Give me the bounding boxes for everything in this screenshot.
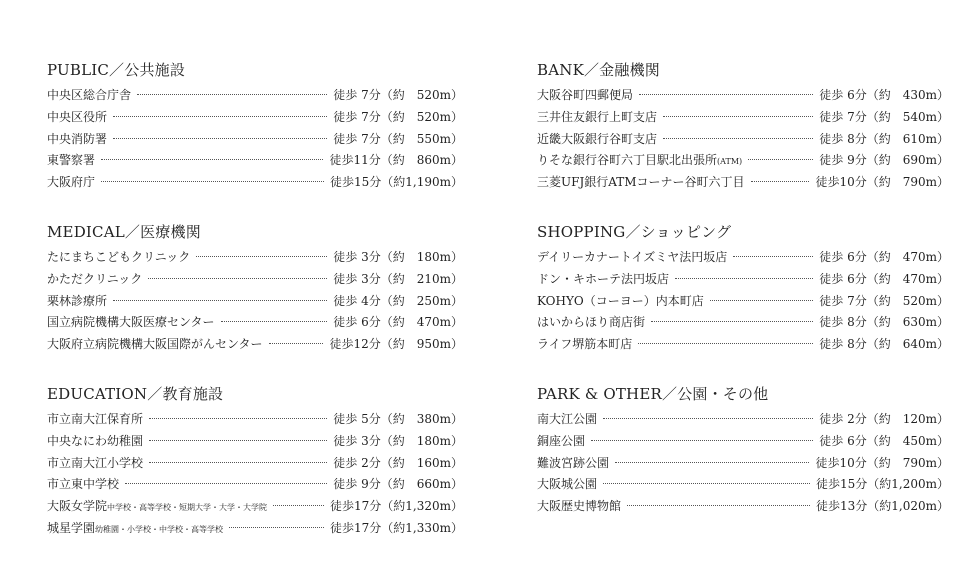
facility-name [47,454,143,471]
facility-name-text: 三菱UFJ銀行ATMコーナー谷町六丁目 [537,175,745,190]
facility-row [47,475,463,497]
facility-name-text: 中央区役所 [47,109,108,124]
facility-name-text: ドン・キホーテ法円坂店 [537,271,670,286]
facility-row [537,335,949,357]
walking-distance: 徒歩 9分（約 660m） [333,477,463,492]
facility-name [537,130,657,147]
walking-distance: 徒歩 6分（約 470m） [333,315,463,330]
dotted-leader [615,462,809,463]
walking-distance: 徒歩15分（約1,200m） [815,477,949,492]
dotted-leader [627,505,810,506]
dotted-leader [269,343,324,344]
walking-distance: 徒歩 4分（約 250m） [333,293,463,308]
facility-name-text: ライフ堺筋本町店 [537,337,633,352]
facility-name-text: たにまちこどもクリニック [47,250,191,264]
facility-row [537,86,949,108]
dotted-leader [591,440,813,441]
facility-row [47,292,463,314]
walking-distance: 徒歩 2分（約 160m） [333,455,463,470]
facility-name [537,335,632,352]
facility-row [537,151,949,173]
facility-name-text: 大阪府立病院機構大阪国際がんセンター [47,337,263,352]
walking-distance: 徒歩 6分（約 470m） [819,250,949,264]
section-heading: PARK & OTHER／公園・その他 [537,385,769,403]
facility-row [47,454,463,476]
dotted-leader [748,159,813,160]
facility-section [47,60,463,222]
dotted-leader [149,440,327,441]
facility-name [537,151,742,168]
walking-distance: 徒歩 6分（約 470m） [819,271,949,286]
facility-row [47,173,463,195]
section-heading: BANK／金融機関 [537,61,660,79]
walking-distance: 徒歩17分（約1,320m） [329,499,463,514]
facility-row [47,108,463,130]
dotted-leader [651,321,813,322]
facility-name-text: 中央区総合庁舎 [47,88,132,102]
facility-name-text: 城星学園 [47,520,96,535]
facility-row [47,432,463,454]
facility-row [537,248,949,270]
section-heading: PUBLIC／公共施設 [47,61,186,79]
facility-row [537,292,949,314]
facility-row [47,497,463,519]
facility-row [47,313,463,335]
facility-name [47,108,107,125]
facility-row [47,130,463,152]
dotted-leader [196,256,327,257]
facility-name [47,270,142,287]
facility-name-text: 南大江公園 [537,412,598,426]
walking-distance: 徒歩 7分（約 540m） [819,109,949,124]
walking-distance: 徒歩 7分（約 520m） [333,109,463,124]
facility-row [47,519,463,541]
walking-distance: 徒歩 8分（約 640m） [819,337,949,352]
facility-name-text: 東警察署 [47,153,96,168]
facility-name-text: 栗林診療所 [47,293,108,308]
facility-name [537,173,745,190]
dotted-leader [733,256,813,257]
facility-name-note: 中学校・高等学校・短期大学・大学・大学院 [107,503,268,513]
right-column [537,60,949,546]
facility-name [47,335,263,352]
facility-name [537,475,597,492]
walking-distance: 徒歩 2分（約 120m） [819,412,949,426]
dotted-leader [638,343,813,344]
dotted-leader [221,321,328,322]
walking-distance: 徒歩 9分（約 690m） [819,153,949,168]
left-column [47,60,463,546]
facility-row [537,475,949,497]
walking-distance: 徒歩 7分（約 520m） [819,293,949,308]
facility-name-text: 大阪府庁 [47,175,96,190]
facility-name [537,270,669,287]
dotted-leader [148,278,327,279]
facility-row [47,270,463,292]
dotted-leader [273,505,324,506]
facility-row [537,432,949,454]
dotted-leader [675,278,813,279]
facility-name-text: 三井住友銀行上町支店 [537,109,658,124]
facility-name-text: 中央なにわ幼稚園 [47,433,144,448]
facility-row [47,151,463,173]
facility-name-text: 銅座公園 [537,433,586,448]
facility-name [47,475,119,492]
dotted-leader [751,181,810,182]
dotted-leader [639,94,813,95]
facility-row [537,313,949,335]
facility-name-text: 国立病院機構大阪医療センター [47,315,215,330]
facility-name [537,86,633,103]
walking-distance: 徒歩 3分（約 180m） [333,250,463,264]
facility-name [537,108,657,125]
dotted-leader [113,138,327,139]
walking-distance: 徒歩 3分（約 210m） [333,271,463,286]
facility-name [537,292,704,309]
walking-distance: 徒歩17分（約1,330m） [329,520,463,535]
facility-name [47,248,190,265]
facility-name [537,410,597,427]
walking-distance: 徒歩 7分（約 550m） [333,131,463,146]
facility-name [537,248,727,265]
dotted-leader [149,418,327,419]
facility-row [47,248,463,270]
walking-distance: 徒歩 5分（約 380m） [333,412,463,426]
facility-row [537,270,949,292]
facility-name [47,130,107,147]
dotted-leader [101,159,323,160]
facility-name-text: りそな銀行谷町六丁目駅北出張所 [537,153,718,168]
walking-distance: 徒歩11分（約 860m） [329,153,463,168]
facility-name-text: 大阪歴史博物館 [537,499,622,514]
dotted-leader [663,138,813,139]
section-heading: EDUCATION／教育施設 [47,385,224,403]
dotted-leader [137,94,327,95]
walking-distance: 徒歩 6分（約 430m） [819,88,949,102]
facility-name [537,454,609,471]
facility-section [537,222,949,384]
facility-name [47,497,267,514]
facility-name-text: 難波宮跡公園 [537,455,610,470]
facility-name-text: はいからほり商店街 [537,315,646,330]
facility-name-note: (ATM) [717,157,743,167]
facility-name-text: KOHYO（コーヨー）内本町店 [537,293,704,308]
walking-distance: 徒歩12分（約 950m） [329,337,463,352]
facility-name-text: 中央消防署 [47,131,108,146]
facility-row [537,173,949,195]
facility-row [47,335,463,357]
facility-row [537,454,949,476]
facility-row [537,497,949,519]
facility-name-text: 市立東中学校 [47,477,120,492]
facility-name-text: デイリーカナートイズミヤ法円坂店 [537,250,728,264]
walking-distance: 徒歩13分（約1,020m） [815,499,949,514]
dotted-leader [603,483,810,484]
facility-name-note: 幼稚園・小学校・中学校・高等学校 [95,524,224,534]
dotted-leader [149,462,327,463]
facility-row [537,130,949,152]
facility-name [47,86,131,103]
facility-section [537,384,949,546]
facility-row [47,410,463,432]
facility-name-text: かただクリニック [47,271,143,286]
facility-name-text: 大阪女学院 [47,499,108,514]
dotted-leader [603,418,813,419]
facility-section [47,384,463,546]
dotted-leader [125,483,327,484]
facility-row [47,86,463,108]
facility-name [47,410,143,427]
facility-name [537,497,621,514]
facility-name [47,432,143,449]
dotted-leader [710,300,814,301]
facility-name-text: 大阪城公園 [537,477,598,492]
section-heading: MEDICAL／医療機関 [47,223,201,241]
facility-section [47,222,463,384]
walking-distance: 徒歩 3分（約 180m） [333,433,463,448]
walking-distance: 徒歩10分（約 790m） [815,455,949,470]
facility-name [47,519,223,536]
facility-section [537,60,949,222]
dotted-leader [229,527,324,528]
facility-name [537,313,645,330]
facility-name-text: 大阪谷町四郵便局 [537,88,634,102]
walking-distance: 徒歩 6分（約 450m） [819,433,949,448]
dotted-leader [101,181,324,182]
section-heading: SHOPPING／ショッピング [537,223,732,241]
facility-name [47,313,215,330]
facility-row [537,410,949,432]
facility-name [47,173,95,190]
facility-name-text: 市立南大江小学校 [47,455,144,470]
facility-name [47,151,95,168]
walking-distance: 徒歩 8分（約 610m） [819,131,949,146]
walking-distance: 徒歩 8分（約 630m） [819,315,949,330]
walking-distance: 徒歩15分（約1,190m） [329,175,463,190]
walking-distance: 徒歩10分（約 790m） [815,175,949,190]
walking-distance: 徒歩 7分（約 520m） [333,88,463,102]
dotted-leader [113,300,327,301]
facility-name [537,432,585,449]
facility-name-text: 市立南大江保育所 [47,412,144,426]
dotted-leader [663,116,813,117]
facility-name-text: 近畿大阪銀行谷町支店 [537,131,658,146]
dotted-leader [113,116,327,117]
facility-row [537,108,949,130]
facility-name [47,292,107,309]
